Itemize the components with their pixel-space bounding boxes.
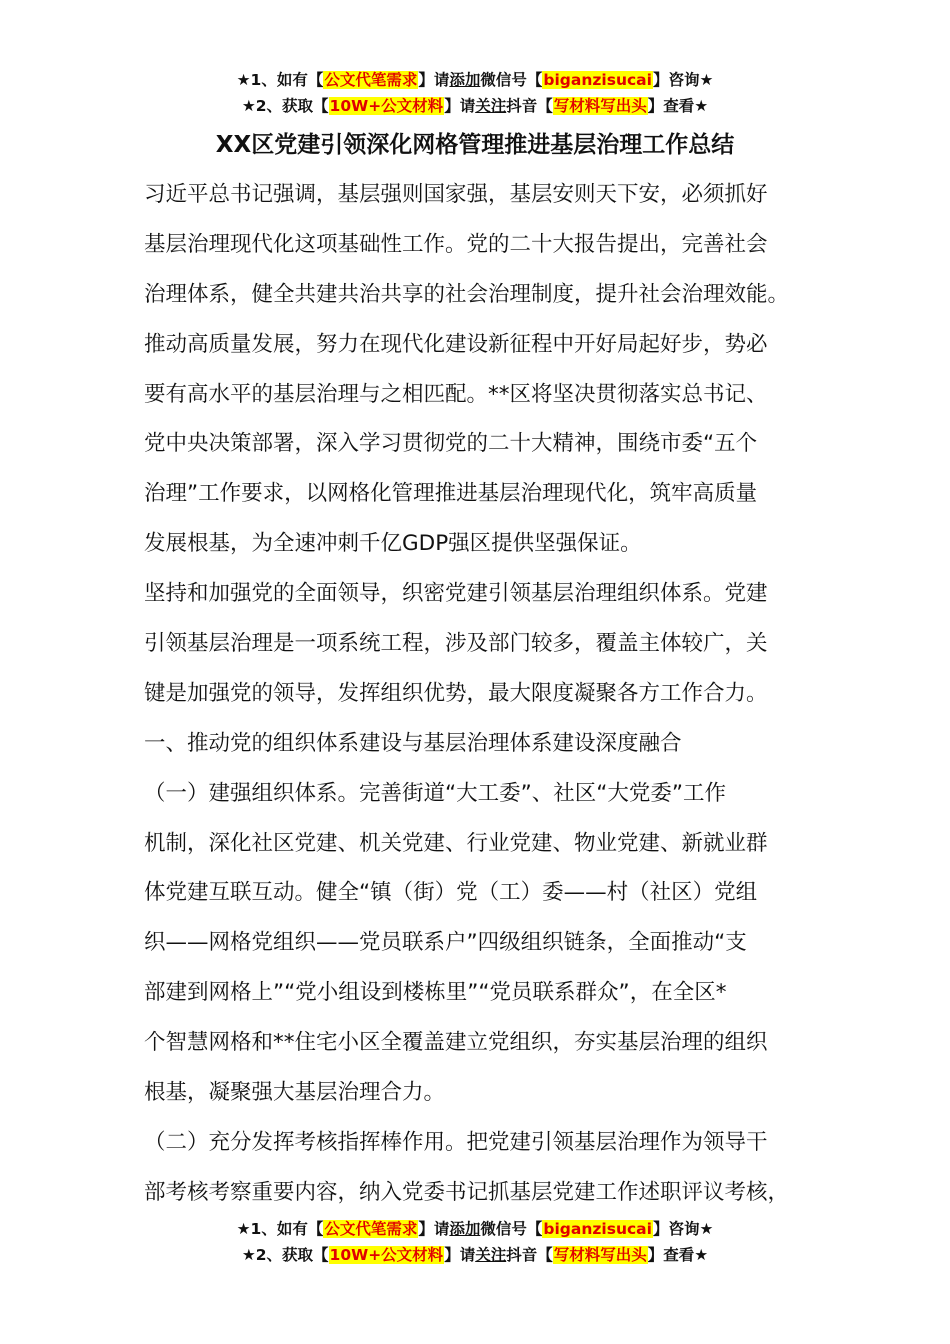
banner-line-2-middle: 】请 [444,1246,476,1264]
banner-line-1-highlight-service: 公文代笔需求 [324,1220,418,1238]
banner-line-2-highlight-douyin: 写材料写出头 [553,97,647,115]
banner-line-1-highlight-service: 公文代笔需求 [324,71,418,89]
body-line: 发展根基，为全速冲刺千亿GDP强区提供坚强保证。 [144,531,642,557]
body-line: 部建到网格上”“党小组设到楼栋里”“党员联系群众”，在全区* [144,980,727,1006]
section-heading: 一、推动党的组织体系建设与基层治理体系建设深度融合 [144,730,682,756]
banner-line-2-highlight-materials: 10W+公文材料 [329,1246,444,1264]
body-line: 织——网格党组织——党员联系户”四级组织链条，全面推动“支 [144,930,747,956]
body-line: 引领基层治理是一项系统工程，涉及部门较多，覆盖主体较广，关 [144,631,768,657]
banner-line-1-middle-2: 微信号【 [480,71,543,89]
banner-line-1-middle: 】请 [418,71,450,89]
banner-line-2-middle-2: 抖音【 [506,97,553,115]
body-line: 机制，深化社区党建、机关党建、行业党建、物业党建、新就业群 [144,830,768,856]
body-line: 治理”工作要求，以网格化管理推进基层治理现代化，筑牢高质量 [144,481,758,507]
banner-line-2-middle-2: 抖音【 [506,1246,553,1264]
top-banner [0,67,950,119]
banner-line-1-prefix: ★1、如有【 [236,1220,324,1238]
body-line: 推动高质量发展，努力在现代化建设新征程中开好局起好步，势必 [144,331,768,357]
bottom-banner [0,1216,950,1268]
document-body [144,175,824,1223]
banner-line-2-highlight-douyin: 写材料写出头 [553,1246,647,1264]
banner-line-1-prefix: ★1、如有【 [236,71,324,89]
banner-line-2-prefix: ★2、获取【 [241,97,329,115]
banner-line-2-underlined: 关注 [475,97,507,115]
banner-line-1 [0,67,950,93]
banner-line-1-middle-2: 微信号【 [480,1220,543,1238]
body-line: 党中央决策部署，深入学习贯彻党的二十大精神，围绕市委“五个 [144,431,758,457]
banner-line-1-highlight-wechat: biganzisucai [543,71,652,89]
body-line: 基层治理现代化这项基础性工作。党的二十大报告提出，完善社会 [144,231,768,257]
banner-line-1-highlight-wechat: biganzisucai [543,1220,652,1238]
banner-line-1-middle: 】请 [418,1220,450,1238]
body-line: 部考核考察重要内容，纳入党委书记抓基层党建工作述职评议考核， [144,1179,790,1205]
banner-line-1-underlined: 添加 [449,1220,481,1238]
banner-line-2-underlined: 关注 [475,1246,507,1264]
banner-line-2 [0,93,950,119]
banner-line-2-middle: 】请 [444,97,476,115]
body-line: 根基，凝聚强大基层治理合力。 [144,1080,446,1106]
banner-line-2 [0,1242,950,1268]
banner-line-1-underlined: 添加 [449,71,481,89]
banner-line-2-highlight-materials: 10W+公文材料 [329,97,444,115]
banner-line-1-suffix: 】咨询★ [652,71,714,89]
body-line: （二）充分发挥考核指挥棒作用。把党建引领基层治理作为领导干 [144,1129,768,1155]
banner-line-2-prefix: ★2、获取【 [241,1246,329,1264]
banner-line-1 [0,1216,950,1242]
body-line: 习近平总书记强调，基层强则国家强，基层安则天下安，必须抓好 [144,182,768,207]
banner-line-1-suffix: 】咨询★ [652,1220,714,1238]
banner-line-2-suffix: 】查看★ [647,1246,709,1264]
banner-line-2-suffix: 】查看★ [647,97,709,115]
body-line: 体党建互联互动。健全“镇（街）党（工）委——村（社区）党组 [144,880,758,906]
body-line: 要有高水平的基层治理与之相匹配。**区将坚决贯彻落实总书记、 [144,381,768,407]
body-line: 坚持和加强党的全面领导，织密党建引领基层治理组织体系。党建 [144,581,768,607]
document-title: XX区党建引领深化网格管理推进基层治理工作总结 [215,132,735,158]
body-line: 个智慧网格和**住宅小区全覆盖建立党组织，夯实基层治理的组织 [144,1030,768,1056]
body-line: 键是加强党的领导，发挥组织优势，最大限度凝聚各方工作合力。 [144,680,768,706]
body-line: （一）建强组织体系。完善街道“大工委”、社区“大党委”工作 [144,780,727,806]
body-line: 治理体系，健全共建共治共享的社会治理制度，提升社会治理效能。 [144,281,790,307]
